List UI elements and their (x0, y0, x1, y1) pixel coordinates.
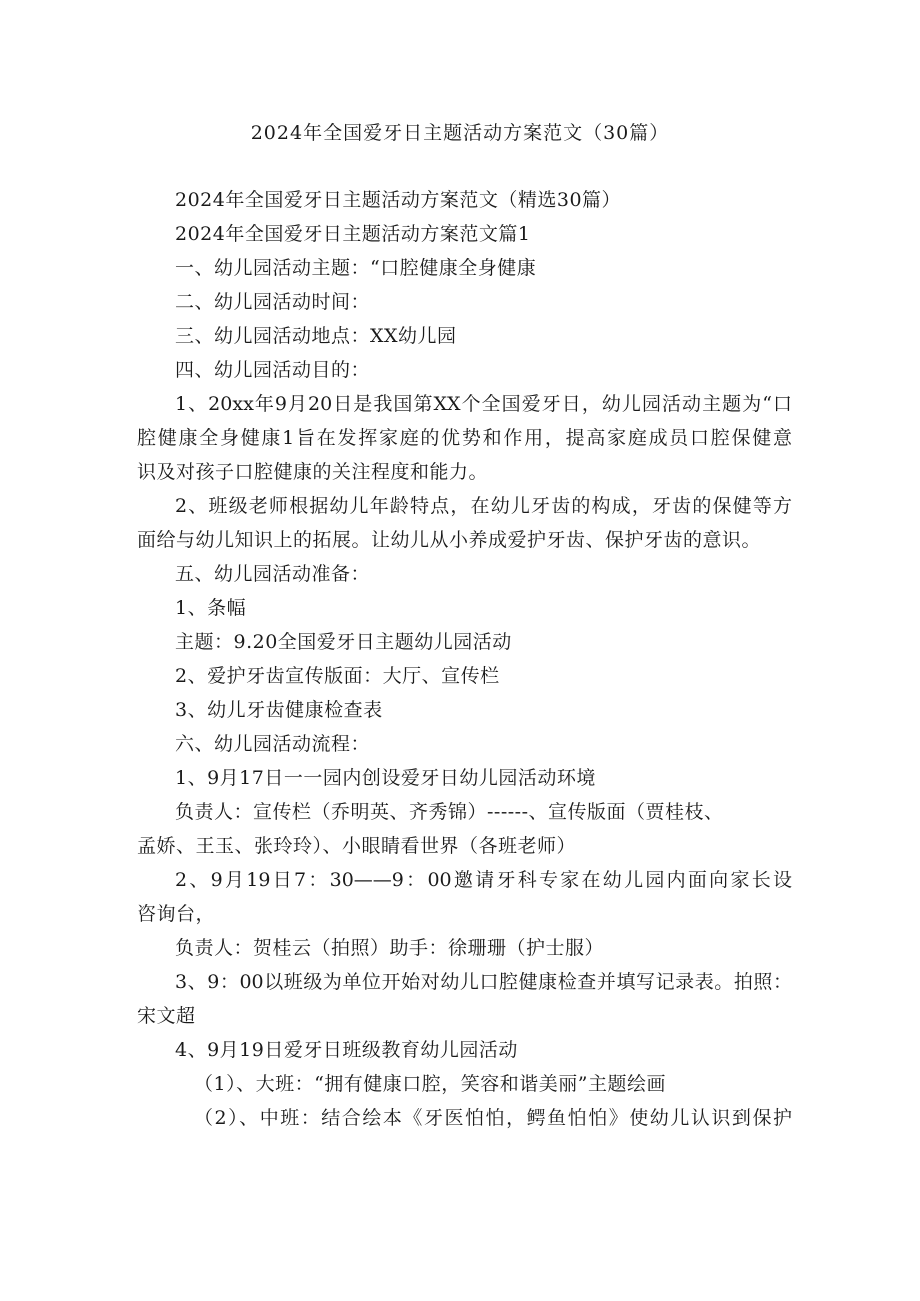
text-line: 3、幼儿牙齿健康检查表 (175, 699, 383, 721)
text-line: 三、幼儿园活动地点：XX幼儿园 (175, 325, 457, 347)
text-line: 识及对孩子口腔健康的关注程度和能力。 (137, 461, 489, 483)
document-title: 2024年全国爱牙日主题活动方案范文（30篇） (250, 122, 670, 144)
text-line: 负责人：宣传栏（乔明英、齐秀锦）------、宣传版面（贾桂枝、 (175, 801, 724, 823)
text-line: 腔健康全身健康1旨在发挥家庭的优势和作用，提高家庭成员口腔保健意 (137, 427, 792, 449)
text-line: （2）、中班：结合绘本《牙医怕怕，鳄鱼怕怕》使幼儿认识到保护 (194, 1107, 792, 1129)
text-line: 面给与幼儿知识上的拓展。让幼儿从小养成爱护牙齿、保护牙齿的意识。 (137, 529, 762, 551)
text-line: 2024年全国爱牙日主题活动方案范文篇1 (175, 223, 531, 245)
text-line: 2、9月19日7：30——9：00邀请牙科专家在幼儿园内面向家长设 (175, 869, 792, 891)
text-line: 负责人：贺桂云（拍照）助手：徐珊珊（护士服） (175, 937, 605, 959)
text-line: 五、幼儿园活动准备： (175, 563, 371, 585)
document-body (137, 183, 792, 1135)
text-line: 2、爱护牙齿宣传版面：大厅、宣传栏 (175, 665, 500, 687)
text-line: 四、幼儿园活动目的： (175, 359, 371, 381)
text-line: （1）、大班：“拥有健康口腔，笑容和谐美丽”主题绘画 (194, 1073, 667, 1095)
text-line: 宋文超 (137, 1005, 196, 1027)
text-line: 主题：9.20全国爱牙日主题幼儿园活动 (175, 631, 512, 653)
text-line: 1、9月17日一一园内创设爱牙日幼儿园活动环境 (175, 767, 596, 789)
text-line: 孟娇、王玉、张玲玲）、小眼睛看世界（各班老师） (137, 835, 577, 857)
text-line: 1、条幅 (175, 597, 247, 619)
text-line: 一、幼儿园活动主题：“口腔健康全身健康 (175, 257, 537, 279)
text-line: 2024年全国爱牙日主题活动方案范文（精选30篇） (175, 189, 622, 211)
text-line: 咨询台， (137, 903, 216, 925)
text-line: 二、幼儿园活动时间： (175, 291, 371, 313)
text-line: 3、9：00以班级为单位开始对幼儿口腔健康检查并填写记录表。拍照： (175, 971, 792, 993)
text-line: 1、20xx年9月20日是我国第XX个全国爱牙日，幼儿园活动主题为“口 (175, 393, 792, 415)
text-line: 六、幼儿园活动流程： (175, 733, 371, 755)
text-line: 2、班级老师根据幼儿年龄特点，在幼儿牙齿的构成，牙齿的保健等方 (175, 495, 792, 517)
text-line: 4、9月19日爱牙日班级教育幼儿园活动 (175, 1039, 518, 1061)
